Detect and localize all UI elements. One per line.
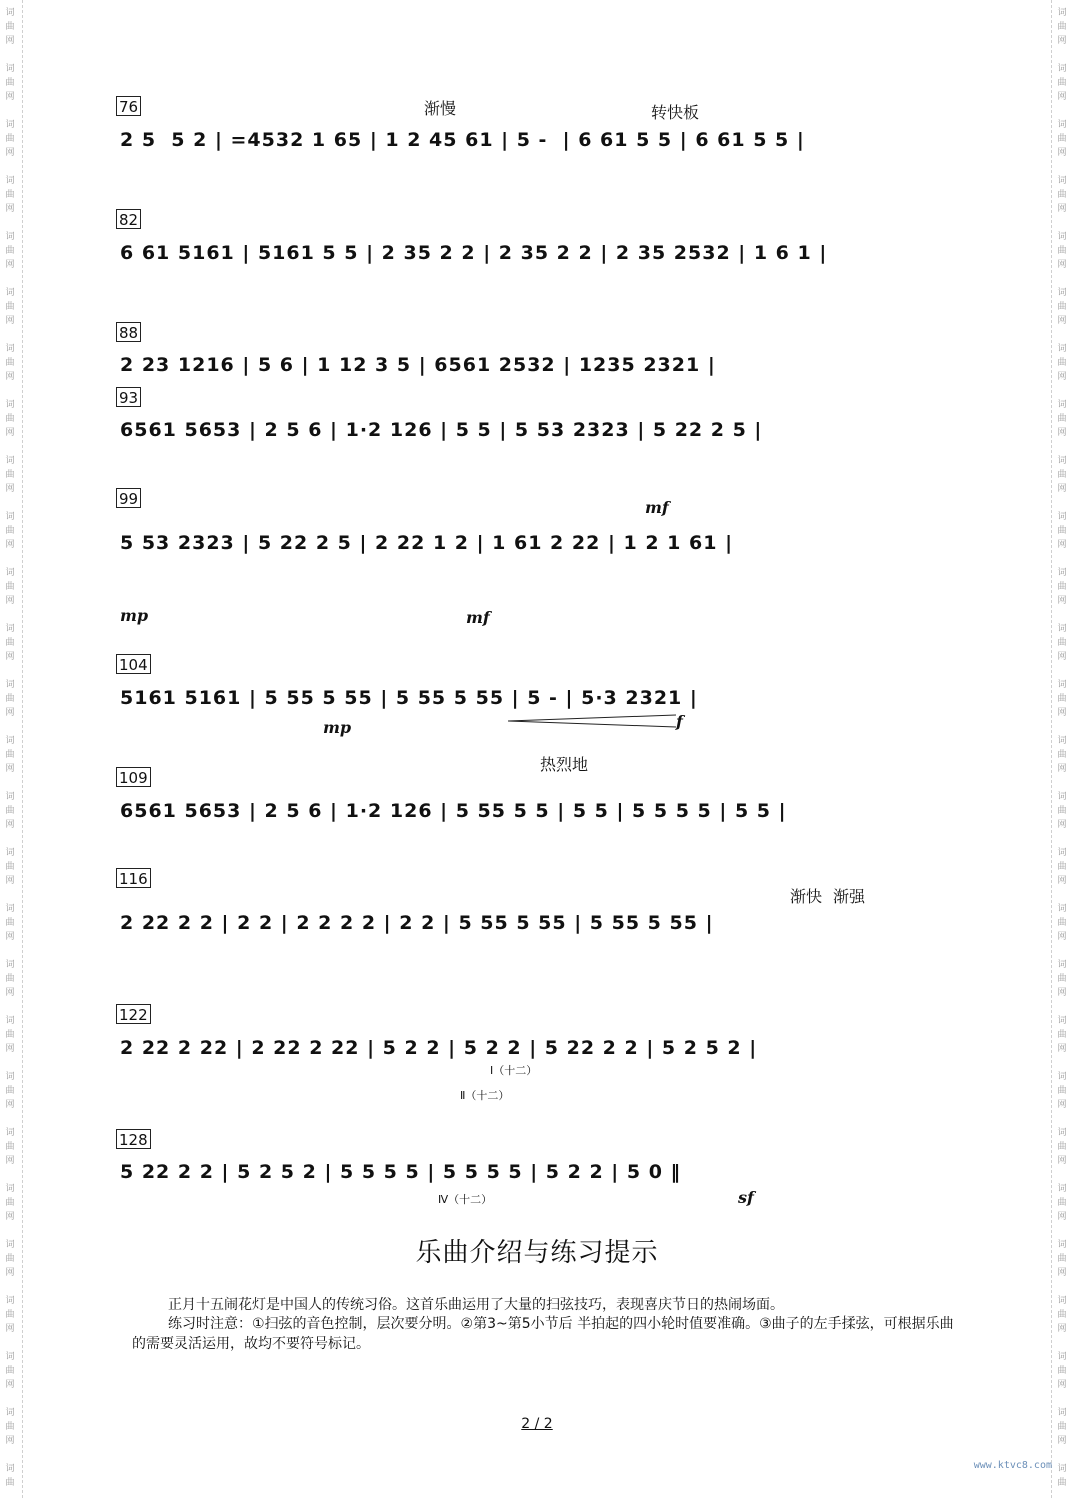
tempo-mark: 渐强 (833, 887, 866, 906)
watermark-char: 网 (1057, 204, 1067, 214)
watermark-char: 网 (5, 260, 15, 270)
watermark-char: 网 (5, 1044, 15, 1054)
watermark-char: 网 (5, 428, 15, 438)
string-mark: Ⅰ（十二） (490, 1064, 538, 1077)
watermark-char: 网 (5, 1156, 15, 1166)
watermark-char: 词 (5, 1352, 15, 1362)
watermark-char: 网 (1057, 1436, 1067, 1446)
watermark-char: 曲 (1057, 526, 1067, 536)
watermark-char: 网 (5, 876, 15, 886)
watermark-char: 曲 (5, 1030, 15, 1040)
watermark-char: 曲 (1057, 190, 1067, 200)
watermark-char: 词 (1057, 1184, 1067, 1194)
watermark-char: 曲 (1057, 806, 1067, 816)
watermark-char: 曲 (5, 1142, 15, 1152)
watermark-char: 网 (5, 540, 15, 550)
watermark-char: 曲 (1057, 1086, 1067, 1096)
watermark-char: 曲 (5, 750, 15, 760)
watermark-char: 曲 (5, 358, 15, 368)
watermark-char: 词 (1057, 1128, 1067, 1138)
watermark-char: 词 (5, 456, 15, 466)
watermark-char: 曲 (5, 974, 15, 984)
measure-number: 116 (116, 868, 151, 888)
watermark-char: 网 (1057, 36, 1067, 46)
watermark-char: 曲 (5, 22, 15, 32)
practice-notes-paragraph: 练习时注意：①扫弦的音色控制，层次要分明。②第3~第5小节后 半拍起的四小轮时值要准确。③曲子的左手揉弦，可根据乐曲的需要灵活运用，故均不要符号标记。 (132, 1316, 954, 1352)
watermark-char: 词 (5, 736, 15, 746)
watermark-char: 网 (5, 316, 15, 326)
watermark-char: 网 (1057, 932, 1067, 942)
measure-number: 128 (116, 1129, 151, 1149)
measure-number: 82 (116, 209, 141, 229)
dynamic-mark: f (676, 712, 683, 731)
watermark-char: 网 (1057, 1212, 1067, 1222)
watermark-char: 曲 (1057, 1142, 1067, 1152)
watermark-char: 词 (1057, 848, 1067, 858)
watermark-char: 词 (5, 1128, 15, 1138)
watermark-char: 曲 (5, 190, 15, 200)
watermark-char: 曲 (1057, 302, 1067, 312)
watermark-char: 网 (5, 204, 15, 214)
watermark-char: 词 (5, 512, 15, 522)
watermark-char: 网 (1057, 988, 1067, 998)
watermark-char: 曲 (5, 302, 15, 312)
watermark-char: 词 (1057, 8, 1067, 18)
crescendo-hairpin (508, 714, 678, 728)
watermark-char: 网 (1057, 876, 1067, 886)
watermark-char: 曲 (5, 78, 15, 88)
watermark-char: 网 (5, 1212, 15, 1222)
watermark-char: 网 (1057, 1324, 1067, 1334)
watermark-char: 网 (5, 820, 15, 830)
watermark-char: 曲 (5, 1086, 15, 1096)
watermark-char: 网 (1057, 652, 1067, 662)
watermark-char: 词 (1057, 120, 1067, 130)
watermark-char: 网 (5, 1324, 15, 1334)
watermark-char: 词 (1057, 400, 1067, 410)
notation-line: 6561 5653 | 2 5 6 | 1·2 126 | 5 55 5 5 | 5 5 | 5 5 5 5 | 5 5 | (120, 800, 787, 822)
left-margin-watermark (0, 0, 23, 1498)
notation-line: 5 22 2 2 | 5 2 5 2 | 5 5 5 5 | 5 5 5 5 | 5 2 2 | 5 0 ‖ (120, 1161, 682, 1183)
watermark-char: 网 (1057, 540, 1067, 550)
notation-line: 5 53 2323 | 5 22 2 5 | 2 22 1 2 | 1 61 2 22 | 1 2 1 61 | (120, 532, 734, 554)
watermark-char: 词 (1057, 232, 1067, 242)
watermark-char: 词 (5, 344, 15, 354)
watermark-char: 网 (1057, 428, 1067, 438)
watermark-char: 网 (5, 36, 15, 46)
notation-line: 2 22 2 2 | 2 2 | 2 2 2 2 | 2 2 | 5 55 5 55 | 5 55 5 55 | (120, 912, 714, 934)
watermark-char: 词 (5, 1296, 15, 1306)
tempo-mark: 热烈地 (540, 755, 589, 774)
watermark-char: 曲 (5, 1254, 15, 1264)
watermark-char: 曲 (1057, 1422, 1067, 1432)
watermark-char: 词 (1057, 736, 1067, 746)
watermark-char: 词 (1057, 1072, 1067, 1082)
watermark-url: www.ktvc8.com (973, 1460, 1052, 1471)
watermark-char: 词 (1057, 1016, 1067, 1026)
watermark-char: 词 (5, 1072, 15, 1082)
tempo-mark: 转快板 (651, 103, 700, 122)
watermark-char: 曲 (1057, 1198, 1067, 1208)
watermark-char: 曲 (5, 694, 15, 704)
watermark-char: 词 (1057, 344, 1067, 354)
watermark-char: 曲 (1057, 1366, 1067, 1376)
notation-line: 6 61 5161 | 5161 5 5 | 2 35 2 2 | 2 35 2 2 | 2 35 2532 | 1 6 1 | (120, 242, 828, 264)
watermark-char: 曲 (1057, 414, 1067, 424)
notation-line: 2 5 5 2 | =4532 1 65 | 1 2 45 61 | 5 - | 6 61 5 5 | 6 61 5 5 | (120, 129, 805, 151)
notation-line: 6561 5653 | 2 5 6 | 1·2 126 | 5 5 | 5 53 2323 | 5 22 2 5 | (120, 419, 763, 441)
measure-number: 99 (116, 488, 141, 508)
tempo-mark: 渐快 (790, 887, 823, 906)
watermark-char: 网 (1057, 1380, 1067, 1390)
watermark-char: 网 (5, 1380, 15, 1390)
watermark-char: 曲 (1057, 750, 1067, 760)
watermark-char: 词 (5, 960, 15, 970)
watermark-char: 词 (1057, 792, 1067, 802)
measure-number: 93 (116, 387, 141, 407)
watermark-char: 网 (5, 148, 15, 158)
watermark-char: 曲 (1057, 918, 1067, 928)
watermark-char: 词 (5, 1184, 15, 1194)
watermark-char: 曲 (1057, 1254, 1067, 1264)
watermark-char: 词 (5, 680, 15, 690)
watermark-char: 曲 (5, 526, 15, 536)
watermark-char: 曲 (5, 1422, 15, 1432)
watermark-char: 词 (5, 64, 15, 74)
watermark-char: 网 (1057, 316, 1067, 326)
intro-paragraph: 正月十五闹花灯是中国人的传统习俗。这首乐曲运用了大量的扫弦技巧，表现喜庆节日的热闹场面。 (168, 1297, 784, 1313)
string-mark: Ⅱ（十二） (460, 1089, 510, 1102)
watermark-char: 词 (1057, 680, 1067, 690)
watermark-char: 网 (1057, 1156, 1067, 1166)
watermark-char: 网 (1057, 484, 1067, 494)
watermark-char: 曲 (1057, 1310, 1067, 1320)
watermark-char: 词 (1057, 288, 1067, 298)
notation-line: 5161 5161 | 5 55 5 55 | 5 55 5 55 | 5 - | 5·3 2321 | (120, 687, 698, 709)
dynamic-mark: mp (120, 606, 149, 625)
watermark-char: 词 (1057, 568, 1067, 578)
watermark-char: 曲 (1057, 1478, 1067, 1488)
watermark-char: 网 (1057, 148, 1067, 158)
page-number-text: 2 / 2 (521, 1416, 553, 1432)
watermark-char: 网 (5, 932, 15, 942)
watermark-char: 网 (5, 484, 15, 494)
watermark-char: 网 (5, 372, 15, 382)
watermark-char: 词 (1057, 1408, 1067, 1418)
watermark-char: 词 (1057, 1352, 1067, 1362)
watermark-char: 曲 (1057, 78, 1067, 88)
watermark-char: 曲 (1057, 134, 1067, 144)
watermark-char: 曲 (1057, 358, 1067, 368)
watermark-char: 网 (5, 1268, 15, 1278)
watermark-char: 网 (1057, 1100, 1067, 1110)
section-title: 乐曲介绍与练习提示 (415, 1238, 659, 1268)
watermark-char: 网 (1057, 1044, 1067, 1054)
watermark-char: 词 (5, 232, 15, 242)
watermark-char: 曲 (5, 862, 15, 872)
watermark-char: 曲 (1057, 862, 1067, 872)
watermark-char: 网 (5, 1100, 15, 1110)
watermark-char: 曲 (1057, 694, 1067, 704)
watermark-char: 网 (1057, 708, 1067, 718)
watermark-char: 网 (5, 652, 15, 662)
watermark-char: 词 (5, 848, 15, 858)
watermark-char: 曲 (5, 1310, 15, 1320)
watermark-char: 词 (1057, 512, 1067, 522)
watermark-char: 词 (1057, 624, 1067, 634)
watermark-char: 词 (5, 624, 15, 634)
watermark-char: 曲 (5, 582, 15, 592)
watermark-char: 曲 (5, 918, 15, 928)
measure-number: 88 (116, 322, 141, 342)
measure-number: 122 (116, 1004, 151, 1024)
watermark-char: 词 (1057, 904, 1067, 914)
watermark-char: 词 (5, 400, 15, 410)
watermark-char: 曲 (1057, 22, 1067, 32)
watermark-char: 曲 (1057, 470, 1067, 480)
watermark-char: 曲 (5, 1478, 15, 1488)
watermark-char: 词 (1057, 1296, 1067, 1306)
watermark-char: 词 (5, 904, 15, 914)
watermark-char: 词 (1057, 456, 1067, 466)
watermark-char: 网 (1057, 92, 1067, 102)
watermark-char: 网 (5, 596, 15, 606)
watermark-char: 网 (5, 764, 15, 774)
watermark-char: 网 (1057, 1268, 1067, 1278)
watermark-char: 曲 (5, 134, 15, 144)
watermark-char: 词 (5, 288, 15, 298)
measure-number: 104 (116, 654, 151, 674)
watermark-char: 网 (5, 92, 15, 102)
watermark-char: 曲 (5, 246, 15, 256)
watermark-char: 曲 (5, 470, 15, 480)
watermark-char: 曲 (5, 1366, 15, 1376)
watermark-char: 词 (5, 792, 15, 802)
string-mark: Ⅳ（十二） (438, 1193, 493, 1206)
watermark-char: 词 (1057, 64, 1067, 74)
watermark-char: 网 (1057, 596, 1067, 606)
page-number (0, 1416, 1074, 1432)
measure-number: 109 (116, 767, 151, 787)
watermark-char: 词 (1057, 176, 1067, 186)
watermark-char: 曲 (1057, 1030, 1067, 1040)
tempo-mark: 渐慢 (424, 99, 457, 118)
watermark-char: 曲 (5, 806, 15, 816)
dynamic-mark: mf (645, 498, 669, 517)
watermark-char: 曲 (1057, 582, 1067, 592)
watermark-char: 词 (1057, 1240, 1067, 1250)
watermark-char: 词 (5, 8, 15, 18)
watermark-char: 曲 (1057, 974, 1067, 984)
watermark-char: 词 (5, 1240, 15, 1250)
watermark-char: 词 (5, 1464, 15, 1474)
dynamic-mark: mp (323, 718, 352, 737)
watermark-char: 词 (5, 568, 15, 578)
right-margin-watermark (1051, 0, 1074, 1498)
dynamic-mark: mf (466, 608, 490, 627)
watermark-char: 词 (5, 176, 15, 186)
measure-number: 76 (116, 96, 141, 116)
dynamic-mark: sf (738, 1188, 754, 1207)
watermark-char: 曲 (5, 1198, 15, 1208)
watermark-char: 词 (5, 120, 15, 130)
watermark-char: 词 (5, 1408, 15, 1418)
watermark-char: 网 (1057, 764, 1067, 774)
watermark-char: 曲 (1057, 638, 1067, 648)
watermark-char: 网 (5, 1436, 15, 1446)
watermark-char: 网 (5, 988, 15, 998)
watermark-char: 网 (1057, 372, 1067, 382)
watermark-char: 曲 (5, 414, 15, 424)
watermark-char: 网 (5, 708, 15, 718)
watermark-char: 网 (1057, 260, 1067, 270)
watermark-char: 词 (1057, 960, 1067, 970)
notation-line: 2 22 2 22 | 2 22 2 22 | 5 2 2 | 5 2 2 | 5 22 2 2 | 5 2 5 2 | (120, 1037, 758, 1059)
watermark-char: 词 (1057, 1464, 1067, 1474)
watermark-char: 词 (5, 1016, 15, 1026)
watermark-char: 网 (1057, 820, 1067, 830)
notation-line: 2 23 1216 | 5 6 | 1 12 3 5 | 6561 2532 | 1235 2321 | (120, 354, 716, 376)
watermark-char: 曲 (5, 638, 15, 648)
watermark-char: 曲 (1057, 246, 1067, 256)
